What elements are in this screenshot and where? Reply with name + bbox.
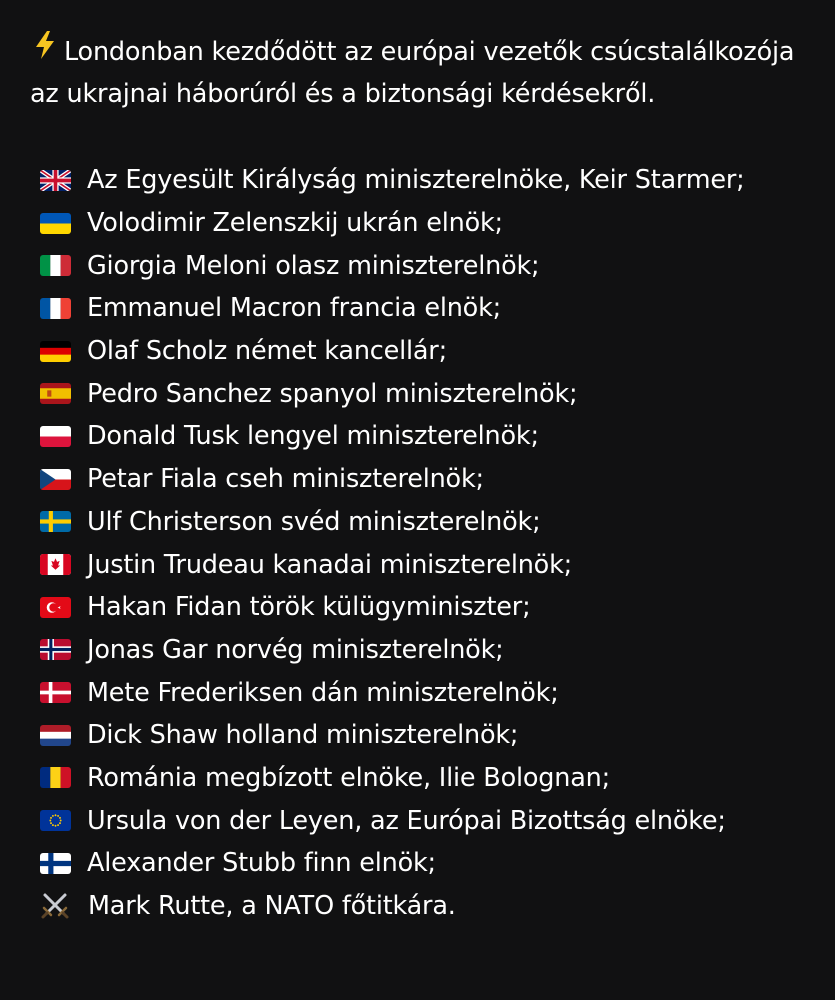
- norway-flag-icon: [40, 639, 71, 660]
- leader-text: Románia megbízott elnöke, Ilie Bolognan;: [87, 762, 610, 793]
- list-item: [30, 244, 820, 287]
- crossed-swords-icon: [40, 891, 72, 921]
- romania-flag-icon: [40, 767, 71, 788]
- list-item: [30, 202, 820, 245]
- lightning-bolt-icon: [30, 30, 60, 73]
- leader-text: Ulf Christerson svéd miniszterelnök;: [87, 506, 541, 537]
- turkey-flag-icon: [40, 597, 71, 618]
- leader-text: Mete Frederiksen dán miniszterelnök;: [87, 677, 559, 708]
- leader-text: Volodimir Zelenszkij ukrán elnök;: [87, 208, 503, 239]
- list-item: [30, 799, 820, 842]
- leader-text: Dick Shaw holland miniszterelnök;: [87, 720, 519, 751]
- list-item: [30, 458, 820, 501]
- leader-text: Az Egyesült Királyság miniszterelnöke, Keir Starmer;: [87, 165, 745, 196]
- list-item: [30, 885, 820, 928]
- sweden-flag-icon: [40, 511, 71, 532]
- post-intro: [30, 30, 820, 115]
- list-item: [30, 842, 820, 885]
- denmark-flag-icon: [40, 682, 71, 703]
- leader-text: Hakan Fidan török külügyminiszter;: [87, 592, 531, 623]
- finland-flag-icon: [40, 853, 71, 874]
- intro-text: Londonban kezdődött az európai vezetők csúcstalálkozója az ukrajnai háborúról és a biztonsági kérdésekről.: [30, 37, 795, 109]
- leader-text: Justin Trudeau kanadai miniszterelnök;: [87, 549, 573, 580]
- list-item: [30, 415, 820, 458]
- leader-text: Olaf Scholz német kancellár;: [87, 336, 447, 367]
- uk-flag-icon: [40, 170, 71, 191]
- germany-flag-icon: [40, 341, 71, 362]
- list-item: [30, 671, 820, 714]
- spain-flag-icon: [40, 383, 71, 404]
- list-item: [30, 757, 820, 800]
- italy-flag-icon: [40, 255, 71, 276]
- leader-text: Pedro Sanchez spanyol miniszterelnök;: [87, 378, 578, 409]
- list-item: [30, 714, 820, 757]
- list-item: [30, 501, 820, 544]
- leader-text: Donald Tusk lengyel miniszterelnök;: [87, 421, 539, 452]
- eu-flag-icon: [40, 810, 71, 831]
- poland-flag-icon: [40, 426, 71, 447]
- leader-text: Ursula von der Leyen, az Európai Bizottság elnöke;: [87, 805, 726, 836]
- leaders-list: [30, 159, 820, 927]
- leader-text: Jonas Gar norvég miniszterelnök;: [87, 634, 504, 665]
- leader-text: Petar Fiala cseh miniszterelnök;: [87, 464, 484, 495]
- leader-text: Alexander Stubb finn elnök;: [87, 848, 436, 879]
- post-content: [30, 30, 820, 927]
- list-item: [30, 629, 820, 672]
- leader-text: Emmanuel Macron francia elnök;: [87, 293, 502, 324]
- france-flag-icon: [40, 298, 71, 319]
- netherlands-flag-icon: [40, 725, 71, 746]
- canada-flag-icon: [40, 554, 71, 575]
- list-item: [30, 543, 820, 586]
- leader-text: Mark Rutte, a NATO főtitkára.: [88, 891, 456, 922]
- list-item: [30, 330, 820, 373]
- list-item: [30, 287, 820, 330]
- list-item: [30, 586, 820, 629]
- list-item: [30, 159, 820, 202]
- list-item: [30, 372, 820, 415]
- czech-flag-icon: [40, 469, 71, 490]
- ukraine-flag-icon: [40, 213, 71, 234]
- leader-text: Giorgia Meloni olasz miniszterelnök;: [87, 250, 540, 281]
